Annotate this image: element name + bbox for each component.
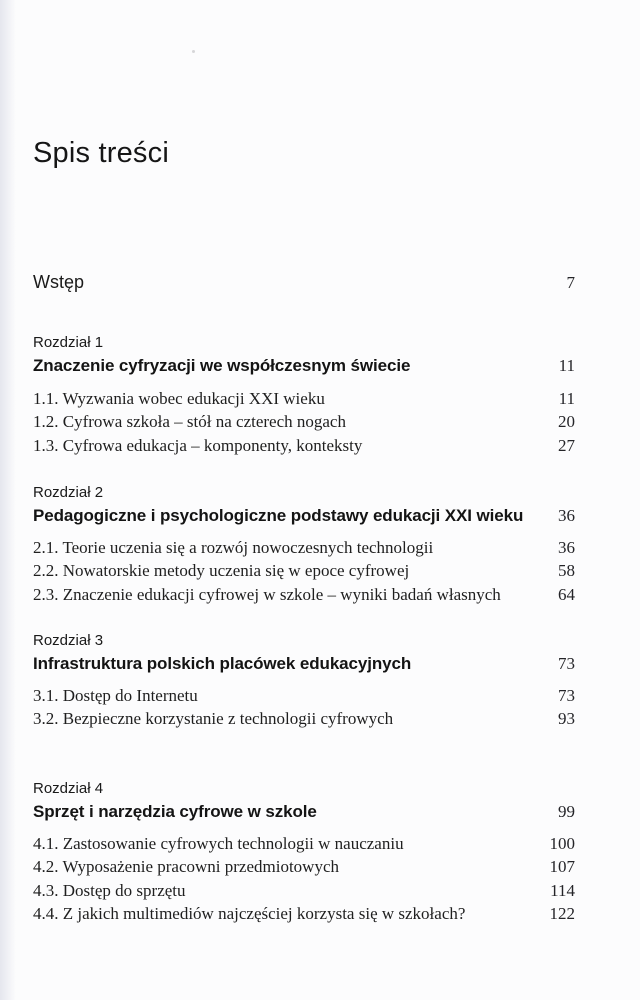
chapter-label: Rozdział 1 [33,334,104,351]
chapter-label-row [33,779,575,799]
chapter-title: Pedagogiczne i psychologiczne podstawy edukacji XXI wieku [33,506,524,525]
chapter-title-row [33,799,575,825]
chapter-label-row [33,483,575,503]
chapter-label-row [33,333,575,353]
chapter-title: Infrastruktura polskich placówek edukacyjnych [33,654,412,673]
toc-entry [33,879,575,903]
page-number: 36 [558,538,575,557]
chapter-title-row [33,651,575,677]
page-number: 20 [558,412,575,431]
page-number: 122 [549,904,575,923]
entry-label: 2.2. Nowatorskie metody uczenia się w epoce cyfrowej [33,561,410,580]
page-number: 27 [558,436,575,455]
toc-entry-front-matter [33,270,575,294]
toc-entry [33,583,575,607]
toc-entry [33,707,575,731]
page-number: 100 [549,834,575,853]
toc-entry [33,434,575,458]
entry-label: 1.1. Wyzwania wobec edukacji XXI wieku [33,389,325,408]
chapter-label: Rozdział 3 [33,632,104,649]
entry-label: 1.3. Cyfrowa edukacja – komponenty, konteksty [33,436,363,455]
entry-label: 4.4. Z jakich multimediów najczęściej korzysta się w szkołach? [33,904,466,923]
entry-label: 3.2. Bezpieczne korzystanie z technologii cyfrowych [33,709,394,728]
toc-entry [33,410,575,434]
scan-edge-shading [0,0,16,1000]
page-number: 73 [558,654,575,673]
entry-label: 4.1. Zastosowanie cyfrowych technologii w nauczaniu [33,834,404,853]
chapter-title: Sprzęt i narzędzia cyfrowe w szkole [33,802,317,821]
chapter-label-row [33,631,575,651]
toc-entry [33,387,575,411]
entry-label: 4.3. Dostęp do sprzętu [33,881,186,900]
chapter-label: Rozdział 2 [33,484,104,501]
toc-entry [33,684,575,708]
page-title: Spis treści [33,137,169,170]
toc-entry [33,559,575,583]
page-number: 99 [558,802,575,821]
page-number: 93 [558,709,575,728]
page-number: 7 [566,273,575,292]
entry-label: 1.2. Cyfrowa szkoła – stół na czterech nogach [33,412,346,431]
chapter-label: Rozdział 4 [33,780,104,797]
page-number: 58 [558,561,575,580]
page-number: 107 [549,857,575,876]
toc-entry [33,832,575,856]
page-number: 73 [558,686,575,705]
entry-label: 3.1. Dostęp do Internetu [33,686,198,705]
chapter-title-row [33,353,575,379]
page-number: 36 [558,506,575,525]
page-number: 11 [558,356,575,375]
toc-entry [33,855,575,879]
toc-entry [33,536,575,560]
entry-label: Wstęp [33,272,85,292]
toc-entry [33,902,575,926]
chapter-title: Znaczenie cyfryzacji we współczesnym świecie [33,356,411,375]
page-number: 114 [550,881,575,900]
scan-speck [192,50,195,53]
chapter-title-row [33,503,575,529]
entry-label: 4.2. Wyposażenie pracowni przedmiotowych [33,857,339,876]
page-number: 64 [558,585,575,604]
entry-label: 2.3. Znaczenie edukacji cyfrowej w szkole – wyniki badań własnych [33,585,501,604]
entry-label: 2.1. Teorie uczenia się a rozwój nowoczesnych technologii [33,538,434,557]
page-number: 11 [558,389,575,408]
